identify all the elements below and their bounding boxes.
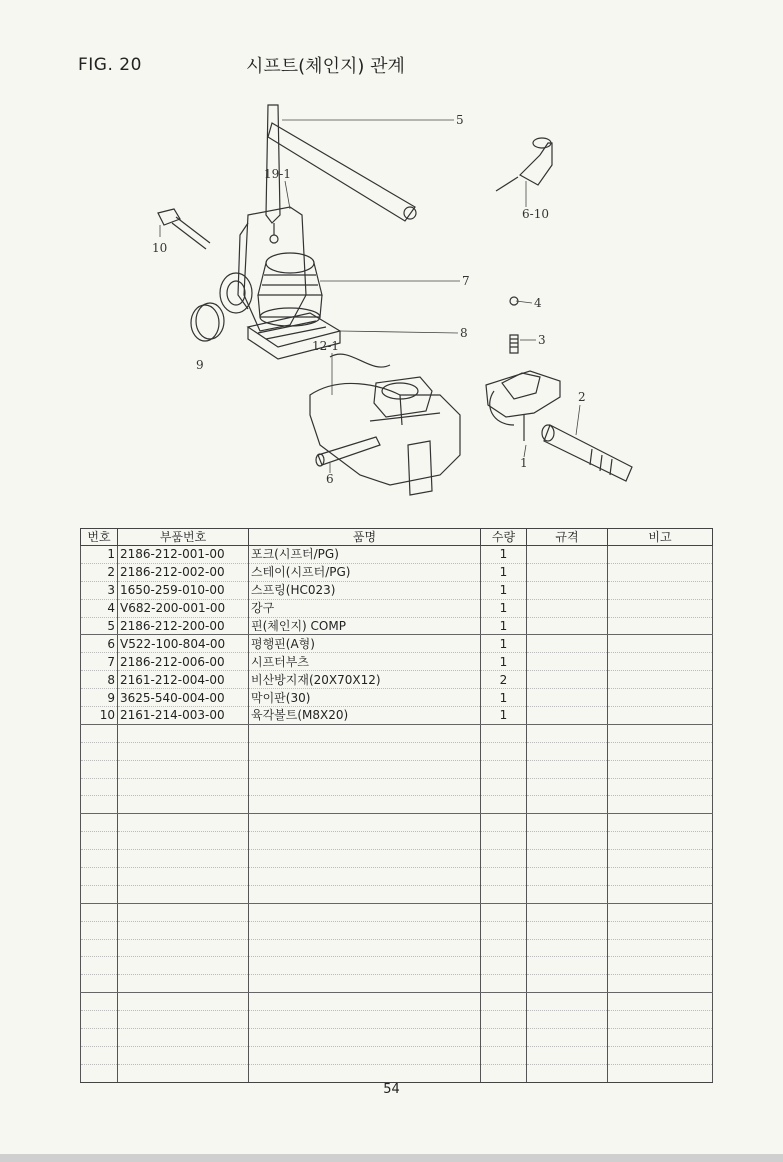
cell-number [81, 796, 118, 814]
cell-remarks [608, 850, 713, 868]
cell-number [81, 975, 118, 993]
cell-part-number: 2161-212-004-00 [118, 671, 249, 689]
cell-remarks [608, 1046, 713, 1064]
cell-remarks [608, 796, 713, 814]
cell-part-name [249, 1064, 481, 1082]
cell-quantity [481, 796, 527, 814]
callout-5: 5 [456, 113, 464, 127]
cell-part-number: 2161-214-003-00 [118, 707, 249, 725]
callout-7: 7 [462, 274, 470, 288]
cell-number: 1 [81, 546, 118, 564]
cell-quantity [481, 1011, 527, 1029]
cell-number [81, 1011, 118, 1029]
callout-8: 8 [460, 326, 468, 340]
cell-spec [527, 546, 608, 564]
cell-remarks [608, 653, 713, 671]
cell-part-number [118, 1011, 249, 1029]
cell-remarks [608, 689, 713, 707]
cell-quantity [481, 850, 527, 868]
cell-part-number [118, 778, 249, 796]
table-row [81, 1064, 713, 1082]
cell-remarks [608, 546, 713, 564]
cell-part-name [249, 921, 481, 939]
cell-remarks [608, 742, 713, 760]
cell-spec [527, 671, 608, 689]
cell-remarks [608, 599, 713, 617]
table-row [81, 1046, 713, 1064]
cell-number [81, 760, 118, 778]
cell-remarks [608, 1064, 713, 1082]
callout-9: 9 [196, 358, 204, 372]
cell-number [81, 885, 118, 903]
callout-10: 10 [152, 241, 168, 255]
table-header-row [81, 529, 713, 546]
cell-remarks [608, 885, 713, 903]
table-row [81, 671, 713, 689]
table-row [81, 707, 713, 725]
cell-quantity [481, 903, 527, 921]
cell-part-name: 핀(체인지) COMP [249, 617, 481, 635]
cell-quantity: 1 [481, 617, 527, 635]
cell-part-number [118, 724, 249, 742]
cell-part-name: 시프터부츠 [249, 653, 481, 671]
table-row [81, 724, 713, 742]
cell-number [81, 1046, 118, 1064]
cell-remarks [608, 814, 713, 832]
cell-part-number [118, 957, 249, 975]
cell-spec [527, 778, 608, 796]
cell-part-name [249, 993, 481, 1011]
cell-quantity [481, 832, 527, 850]
cell-spec [527, 760, 608, 778]
cell-remarks [608, 778, 713, 796]
cell-part-name: 스테이(시프터/PG) [249, 563, 481, 581]
callout-3: 3 [538, 333, 546, 347]
table-row [81, 778, 713, 796]
cell-remarks [608, 760, 713, 778]
table-row [81, 975, 713, 993]
cell-spec [527, 1064, 608, 1082]
cell-quantity: 1 [481, 599, 527, 617]
cell-quantity [481, 814, 527, 832]
cell-part-name [249, 1011, 481, 1029]
parts-list-table [80, 528, 713, 1083]
cell-part-number: V682-200-001-00 [118, 599, 249, 617]
cell-part-number: 1650-259-010-00 [118, 581, 249, 599]
cell-part-number [118, 742, 249, 760]
cell-part-name: 막이판(30) [249, 689, 481, 707]
cell-spec [527, 724, 608, 742]
cell-remarks [608, 903, 713, 921]
cell-part-name: 비산방지재(20X70X12) [249, 671, 481, 689]
cell-part-number [118, 796, 249, 814]
cell-number [81, 724, 118, 742]
cell-quantity [481, 885, 527, 903]
cell-spec [527, 581, 608, 599]
cell-part-name [249, 939, 481, 957]
cell-number: 5 [81, 617, 118, 635]
cell-part-number: V522-100-804-00 [118, 635, 249, 653]
cell-part-name [249, 957, 481, 975]
cell-quantity: 2 [481, 671, 527, 689]
header-spec: 규격 [527, 529, 608, 546]
cell-number [81, 814, 118, 832]
table-row [81, 563, 713, 581]
cell-spec [527, 921, 608, 939]
header-quantity: 수량 [481, 529, 527, 546]
cell-spec [527, 617, 608, 635]
cell-part-number [118, 1029, 249, 1047]
cell-quantity [481, 1064, 527, 1082]
cell-part-number [118, 760, 249, 778]
callout-2: 2 [578, 390, 586, 404]
cell-spec [527, 599, 608, 617]
cell-part-name [249, 760, 481, 778]
cell-remarks [608, 671, 713, 689]
table-row [81, 903, 713, 921]
table-row [81, 939, 713, 957]
callout-6-10: 6-10 [522, 207, 549, 221]
table-row [81, 617, 713, 635]
cell-quantity: 1 [481, 689, 527, 707]
cell-number [81, 921, 118, 939]
cell-spec [527, 957, 608, 975]
table-row [81, 1011, 713, 1029]
cell-spec [527, 563, 608, 581]
cell-part-number [118, 939, 249, 957]
cell-part-number [118, 885, 249, 903]
cell-number: 3 [81, 581, 118, 599]
cell-part-number: 3625-540-004-00 [118, 689, 249, 707]
table-row [81, 832, 713, 850]
table-row [81, 814, 713, 832]
table-row [81, 581, 713, 599]
cell-spec [527, 850, 608, 868]
cell-number [81, 957, 118, 975]
cell-part-number [118, 1064, 249, 1082]
cell-number [81, 903, 118, 921]
header-remarks: 비고 [608, 529, 713, 546]
page-number: 54 [383, 1082, 400, 1097]
cell-number: 2 [81, 563, 118, 581]
table-row [81, 1029, 713, 1047]
table-row [81, 957, 713, 975]
cell-part-number [118, 993, 249, 1011]
cell-number: 8 [81, 671, 118, 689]
cell-part-name [249, 796, 481, 814]
exploded-parts-diagram [140, 95, 660, 505]
cell-part-number: 2186-212-200-00 [118, 617, 249, 635]
cell-quantity [481, 993, 527, 1011]
cell-part-name [249, 1029, 481, 1047]
cell-spec [527, 903, 608, 921]
cell-spec [527, 885, 608, 903]
cell-number: 7 [81, 653, 118, 671]
cell-number: 9 [81, 689, 118, 707]
table-row [81, 993, 713, 1011]
cell-remarks [608, 868, 713, 886]
cell-remarks [608, 707, 713, 725]
callout-19-1: 19-1 [264, 167, 291, 181]
cell-part-name [249, 724, 481, 742]
cell-quantity: 1 [481, 581, 527, 599]
callout-12-1: 12-1 [312, 339, 339, 353]
cell-spec [527, 796, 608, 814]
cell-quantity: 1 [481, 635, 527, 653]
cell-quantity [481, 975, 527, 993]
cell-spec [527, 707, 608, 725]
cell-part-name: 스프링(HC023) [249, 581, 481, 599]
cell-spec [527, 975, 608, 993]
table-row [81, 689, 713, 707]
cell-part-name: 강구 [249, 599, 481, 617]
cell-spec [527, 653, 608, 671]
cell-number [81, 742, 118, 760]
cell-number [81, 1029, 118, 1047]
cell-remarks [608, 581, 713, 599]
cell-spec [527, 635, 608, 653]
cell-spec [527, 868, 608, 886]
cell-part-number [118, 975, 249, 993]
figure-label: FIG. 20 [78, 55, 142, 75]
cell-remarks [608, 921, 713, 939]
cell-quantity: 1 [481, 546, 527, 564]
scan-edge [0, 1154, 783, 1162]
cell-quantity: 1 [481, 653, 527, 671]
cell-part-name [249, 975, 481, 993]
cell-quantity [481, 939, 527, 957]
callout-6: 6 [326, 472, 334, 486]
cell-quantity [481, 760, 527, 778]
cell-quantity [481, 1029, 527, 1047]
cell-part-name [249, 814, 481, 832]
cell-part-name [249, 778, 481, 796]
cell-spec [527, 939, 608, 957]
cell-part-name [249, 903, 481, 921]
cell-part-number [118, 814, 249, 832]
cell-spec [527, 1011, 608, 1029]
cell-remarks [608, 939, 713, 957]
cell-part-name: 포크(시프터/PG) [249, 546, 481, 564]
cell-quantity: 1 [481, 707, 527, 725]
cell-part-number [118, 832, 249, 850]
cell-quantity [481, 868, 527, 886]
cell-spec [527, 1029, 608, 1047]
cell-remarks [608, 993, 713, 1011]
cell-quantity [481, 724, 527, 742]
table-row [81, 742, 713, 760]
table-row [81, 635, 713, 653]
cell-quantity [481, 957, 527, 975]
cell-part-name [249, 850, 481, 868]
table-row [81, 850, 713, 868]
cell-number [81, 850, 118, 868]
cell-remarks [608, 975, 713, 993]
cell-quantity [481, 742, 527, 760]
table-row [81, 546, 713, 564]
table-row [81, 885, 713, 903]
cell-spec [527, 832, 608, 850]
table-row [81, 796, 713, 814]
cell-number: 4 [81, 599, 118, 617]
callout-1: 1 [520, 456, 528, 470]
cell-part-name: 평행핀(A형) [249, 635, 481, 653]
cell-part-name [249, 832, 481, 850]
cell-spec [527, 742, 608, 760]
cell-remarks [608, 635, 713, 653]
cell-part-number [118, 921, 249, 939]
figure-title: 시프트(체인지) 관계 [246, 56, 405, 77]
cell-part-number: 2186-212-002-00 [118, 563, 249, 581]
cell-number [81, 939, 118, 957]
cell-part-number: 2186-212-001-00 [118, 546, 249, 564]
cell-number [81, 993, 118, 1011]
cell-number [81, 868, 118, 886]
table-row [81, 921, 713, 939]
cell-quantity: 1 [481, 563, 527, 581]
cell-part-number [118, 850, 249, 868]
header-number: 번호 [81, 529, 118, 546]
cell-part-name [249, 742, 481, 760]
callout-4: 4 [534, 296, 542, 310]
cell-quantity [481, 921, 527, 939]
cell-part-number [118, 868, 249, 886]
cell-number [81, 1064, 118, 1082]
table-row [81, 760, 713, 778]
cell-remarks [608, 832, 713, 850]
cell-remarks [608, 563, 713, 581]
cell-spec [527, 689, 608, 707]
cell-remarks [608, 957, 713, 975]
cell-spec [527, 993, 608, 1011]
cell-spec [527, 814, 608, 832]
table-row [81, 868, 713, 886]
table-row [81, 599, 713, 617]
header-part-number: 부품번호 [118, 529, 249, 546]
cell-remarks [608, 1029, 713, 1047]
cell-part-number [118, 1046, 249, 1064]
cell-part-number [118, 903, 249, 921]
cell-spec [527, 1046, 608, 1064]
cell-part-name [249, 885, 481, 903]
cell-number: 6 [81, 635, 118, 653]
table-row [81, 653, 713, 671]
cell-remarks [608, 617, 713, 635]
cell-number [81, 778, 118, 796]
cell-quantity [481, 778, 527, 796]
cell-number: 10 [81, 707, 118, 725]
cell-remarks [608, 724, 713, 742]
cell-number [81, 832, 118, 850]
cell-part-name [249, 868, 481, 886]
cell-remarks [608, 1011, 713, 1029]
cell-quantity [481, 1046, 527, 1064]
cell-part-number: 2186-212-006-00 [118, 653, 249, 671]
cell-part-name [249, 1046, 481, 1064]
header-part-name: 품명 [249, 529, 481, 546]
cell-part-name: 육각볼트(M8X20) [249, 707, 481, 725]
